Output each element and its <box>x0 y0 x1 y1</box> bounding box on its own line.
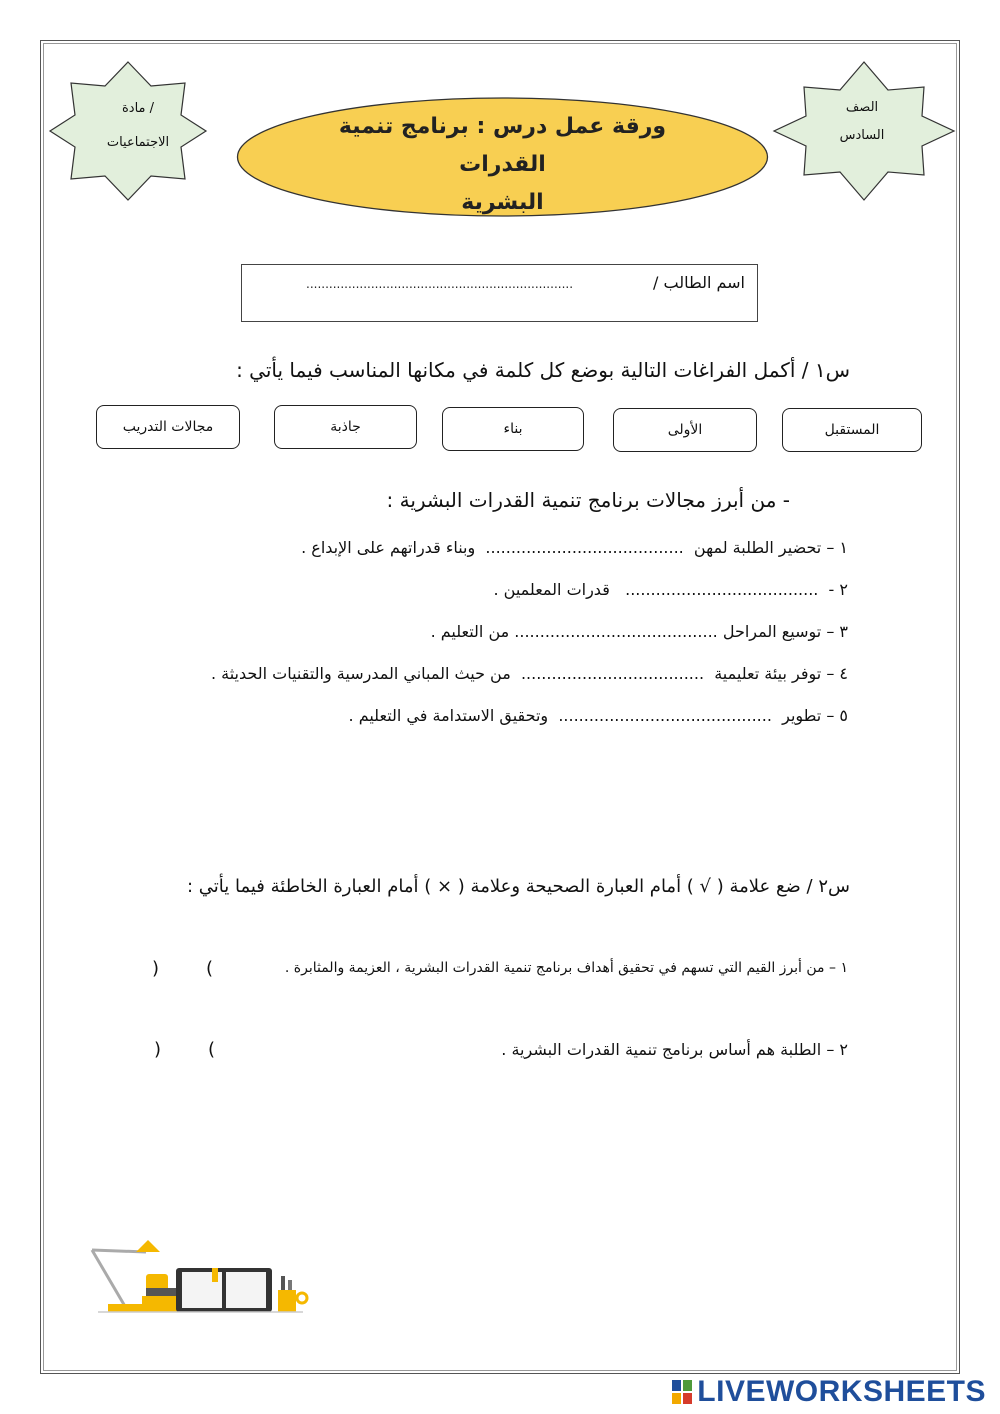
grade-label: الصف <box>845 100 879 115</box>
student-name-label: اسم الطالب / <box>653 273 745 292</box>
fill-blank-item-4[interactable]: ٤ – توفر بيئة تعليمية .................................... من حيث المباني المدرسية والتقنيات الحديثة . <box>210 664 848 683</box>
lamp-shade-icon <box>136 1240 160 1252</box>
question-1-subprompt: - من أبرز مجالات برنامج تنمية القدرات البشرية : <box>386 488 790 512</box>
student-name-box[interactable] <box>241 264 758 322</box>
subject-name: الاجتماعيات <box>106 135 170 150</box>
fill-blank-item-3[interactable]: ٣ – توسيع المراحل ........................................ من التعليم . <box>430 622 848 641</box>
true-false-item-1: ١ – من أبرز القيم التي تسهم في تحقيق أهداف برنامج تنمية القدرات البشرية ، العزيمة والمثابرة . <box>284 960 848 976</box>
answer-paren-close-2: ) <box>154 1039 162 1060</box>
title-line-1: ورقة عمل درس : برنامج تنمية القدرات <box>338 114 667 177</box>
answer-paren-close-1: ) <box>152 958 160 979</box>
grade-badge-text <box>812 94 912 150</box>
lamp-arm <box>92 1250 126 1308</box>
word-bank-item-3[interactable]: بناء <box>442 407 584 451</box>
word-bank-item-1[interactable]: المستقبل <box>782 408 922 452</box>
liveworksheets-logo-text: LIVEWORKSHEETS <box>697 1375 986 1408</box>
word-bank-item-4[interactable]: جاذبة <box>274 405 417 449</box>
fill-blank-item-2[interactable]: ٢ - ...................................... قدرات المعلمين . <box>493 580 848 599</box>
liveworksheets-mark-icon <box>671 1379 693 1405</box>
word-bank-item-5[interactable]: مجالات التدريب <box>96 405 240 449</box>
answer-paren-open-1: ( <box>206 958 214 979</box>
worksheet-title <box>300 108 705 222</box>
fill-blank-item-5[interactable]: ٥ – تطوير .......................................... وتحقيق الاستدامة في التعليم . <box>348 706 848 725</box>
liveworksheets-logo <box>671 1374 986 1410</box>
answer-paren-open-2: ( <box>208 1039 216 1060</box>
title-line-2: البشرية <box>461 190 544 215</box>
subject-label: مادة / <box>121 101 155 116</box>
fill-blank-item-1[interactable]: ١ – تحضير الطلبة لمهن ....................................... وبناء قدراتهم على الإبداع . <box>301 538 848 557</box>
answer-box-1[interactable] <box>168 956 202 984</box>
word-bank-item-2[interactable]: الأولى <box>613 408 757 452</box>
answer-box-2[interactable] <box>168 1036 204 1064</box>
study-desk-illustration <box>88 1238 313 1318</box>
subject-badge-text <box>88 92 188 160</box>
question-2-prompt: س٢ / ضع علامة ( √ ) أمام العبارة الصحيحة وعلامة ( × ) أمام العبارة الخاطئة فيما يأتي : <box>186 876 850 897</box>
question-1-prompt: س١ / أكمل الفراغات التالية بوضع كل كلمة في مكانها المناسب فيما يأتي : <box>236 358 850 382</box>
pencil-cup-icon <box>278 1290 296 1312</box>
true-false-item-2: ٢ – الطلبة هم أساس برنامج تنمية القدرات البشرية . <box>501 1040 848 1059</box>
student-name-blank[interactable]: ...................................................................... <box>306 277 574 291</box>
grade-name: السادس <box>839 128 885 143</box>
